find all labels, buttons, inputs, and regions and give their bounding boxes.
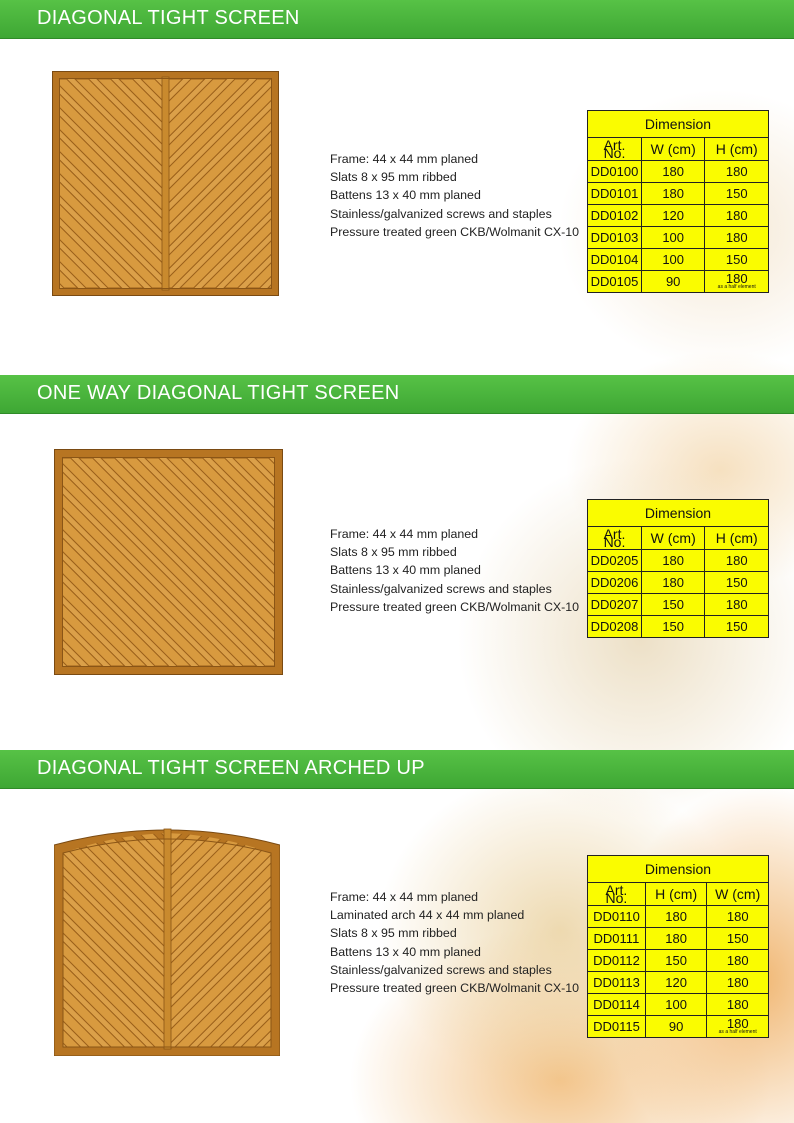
table-row — [588, 950, 769, 972]
art-no: DD0103 — [588, 227, 642, 249]
table-row — [588, 249, 769, 271]
art-no: DD0102 — [588, 205, 642, 227]
cell: 180 — [705, 227, 769, 249]
art-no: DD0207 — [588, 594, 642, 616]
cell: 150 — [705, 183, 769, 205]
table-row — [588, 183, 769, 205]
spec-item: Slats 8 x 95 mm ribbed — [330, 926, 457, 941]
section-header-diagonal-tight-screen — [0, 0, 794, 39]
table-row — [588, 906, 769, 928]
table-caption: Dimension — [588, 856, 769, 883]
art-no: DD0100 — [588, 161, 642, 183]
art-no: DD0110 — [588, 906, 646, 928]
cell: 150 — [705, 572, 769, 594]
cell: 180 — [641, 550, 705, 572]
cell: 120 — [645, 972, 707, 994]
cell-with-note — [705, 271, 769, 293]
col-header-width: W (cm) — [707, 883, 769, 906]
spec-item: Stainless/galvanized screws and staples — [330, 581, 552, 596]
spec-item: Frame: 44 x 44 mm planed — [330, 527, 479, 541]
spec-item: Battens 13 x 40 mm planed — [330, 944, 481, 959]
cell-value: 180 — [725, 271, 748, 286]
cell: 180 — [707, 972, 769, 994]
art-no: DD0114 — [588, 994, 646, 1016]
cell: 90 — [645, 1016, 707, 1038]
cell: 180 — [641, 572, 705, 594]
col-header-height: H (cm) — [645, 883, 707, 906]
spec-item: Stainless/galvanized screws and staples — [330, 962, 552, 977]
cell: 180 — [705, 205, 769, 227]
cell: 150 — [645, 950, 707, 972]
spec-item: Pressure treated green CKB/Wolmanit CX-10 — [330, 980, 580, 995]
col-header-width: W (cm) — [641, 527, 705, 550]
table-row — [588, 572, 769, 594]
col-header-art-no: Art. No. — [588, 138, 642, 161]
cell: 180 — [707, 950, 769, 972]
art-no: DD0115 — [588, 1016, 646, 1038]
section-title: ONE WAY DIAGONAL TIGHT SCREEN — [37, 382, 400, 404]
half-element-note: as a half element — [717, 284, 756, 290]
spec-item: Laminated arch 44 x 44 mm planed — [330, 908, 525, 923]
arched-screen-image — [54, 823, 280, 1056]
art-no: DD0206 — [588, 572, 642, 594]
table-row — [588, 616, 769, 638]
spec-list — [330, 150, 579, 241]
cell: 150 — [705, 249, 769, 271]
table-row — [588, 161, 769, 183]
cell: 150 — [705, 616, 769, 638]
col-header-art-no: Art. No. — [588, 527, 642, 550]
cell: 100 — [641, 249, 705, 271]
art-no: DD0208 — [588, 616, 642, 638]
col-header-art-no: Art. No. — [588, 883, 646, 906]
cell: 100 — [641, 227, 705, 249]
cell: 180 — [705, 161, 769, 183]
art-no: DD0205 — [588, 550, 642, 572]
spec-item: Battens 13 x 40 mm planed — [330, 563, 481, 578]
spec-item: Frame: 44 x 44 mm planed — [330, 152, 479, 166]
col-header-height: H (cm) — [705, 527, 769, 550]
dimension-table — [587, 499, 769, 638]
cell: 150 — [641, 594, 705, 616]
spec-list — [330, 888, 579, 997]
table-row — [588, 227, 769, 249]
section-title: DIAGONAL TIGHT SCREEN — [37, 7, 300, 29]
section-header-one-way-diagonal — [0, 375, 794, 414]
cell: 180 — [707, 906, 769, 928]
cell: 180 — [641, 161, 705, 183]
spec-item: Battens 13 x 40 mm planed — [330, 188, 481, 203]
cell: 180 — [705, 550, 769, 572]
table-row — [588, 594, 769, 616]
art-no: DD0104 — [588, 249, 642, 271]
spec-list — [330, 525, 579, 616]
cell: 180 — [641, 183, 705, 205]
art-no: DD0105 — [588, 271, 642, 293]
dimension-table — [587, 110, 769, 293]
cell-value: 180 — [726, 1016, 749, 1031]
spec-item: Slats 8 x 95 mm ribbed — [330, 170, 457, 185]
table-row — [588, 205, 769, 227]
one-way-diagonal-screen-image — [54, 449, 283, 675]
diagonal-tight-screen-image — [52, 71, 279, 296]
spec-item: Pressure treated green CKB/Wolmanit CX-10 — [330, 224, 580, 239]
cell: 180 — [645, 928, 707, 950]
spec-item: Stainless/galvanized screws and staples — [330, 206, 552, 221]
spec-item: Pressure treated green CKB/Wolmanit CX-10 — [330, 599, 580, 614]
half-element-note: as a half element — [718, 1029, 757, 1035]
art-no: DD0112 — [588, 950, 646, 972]
spec-item: Slats 8 x 95 mm ribbed — [330, 545, 457, 560]
section-header-arched-up — [0, 750, 794, 789]
table-row — [588, 550, 769, 572]
section-title: DIAGONAL TIGHT SCREEN ARCHED UP — [37, 757, 425, 779]
col-header-height: H (cm) — [705, 138, 769, 161]
cell: 180 — [705, 594, 769, 616]
col-header-width: W (cm) — [641, 138, 705, 161]
art-no: DD0101 — [588, 183, 642, 205]
cell: 180 — [645, 906, 707, 928]
cell: 150 — [641, 616, 705, 638]
art-no: DD0113 — [588, 972, 646, 994]
table-row — [588, 928, 769, 950]
cell: 180 — [707, 994, 769, 1016]
table-row — [588, 1016, 769, 1038]
table-caption: Dimension — [588, 500, 769, 527]
cell: 90 — [641, 271, 705, 293]
spec-item: Frame: 44 x 44 mm planed — [330, 890, 479, 904]
table-row — [588, 994, 769, 1016]
table-row — [588, 271, 769, 293]
table-row — [588, 972, 769, 994]
cell: 120 — [641, 205, 705, 227]
cell: 100 — [645, 994, 707, 1016]
art-no: DD0111 — [588, 928, 646, 950]
cell: 150 — [707, 928, 769, 950]
table-caption: Dimension — [588, 111, 769, 138]
cell-with-note — [707, 1016, 769, 1038]
dimension-table — [587, 855, 769, 1038]
